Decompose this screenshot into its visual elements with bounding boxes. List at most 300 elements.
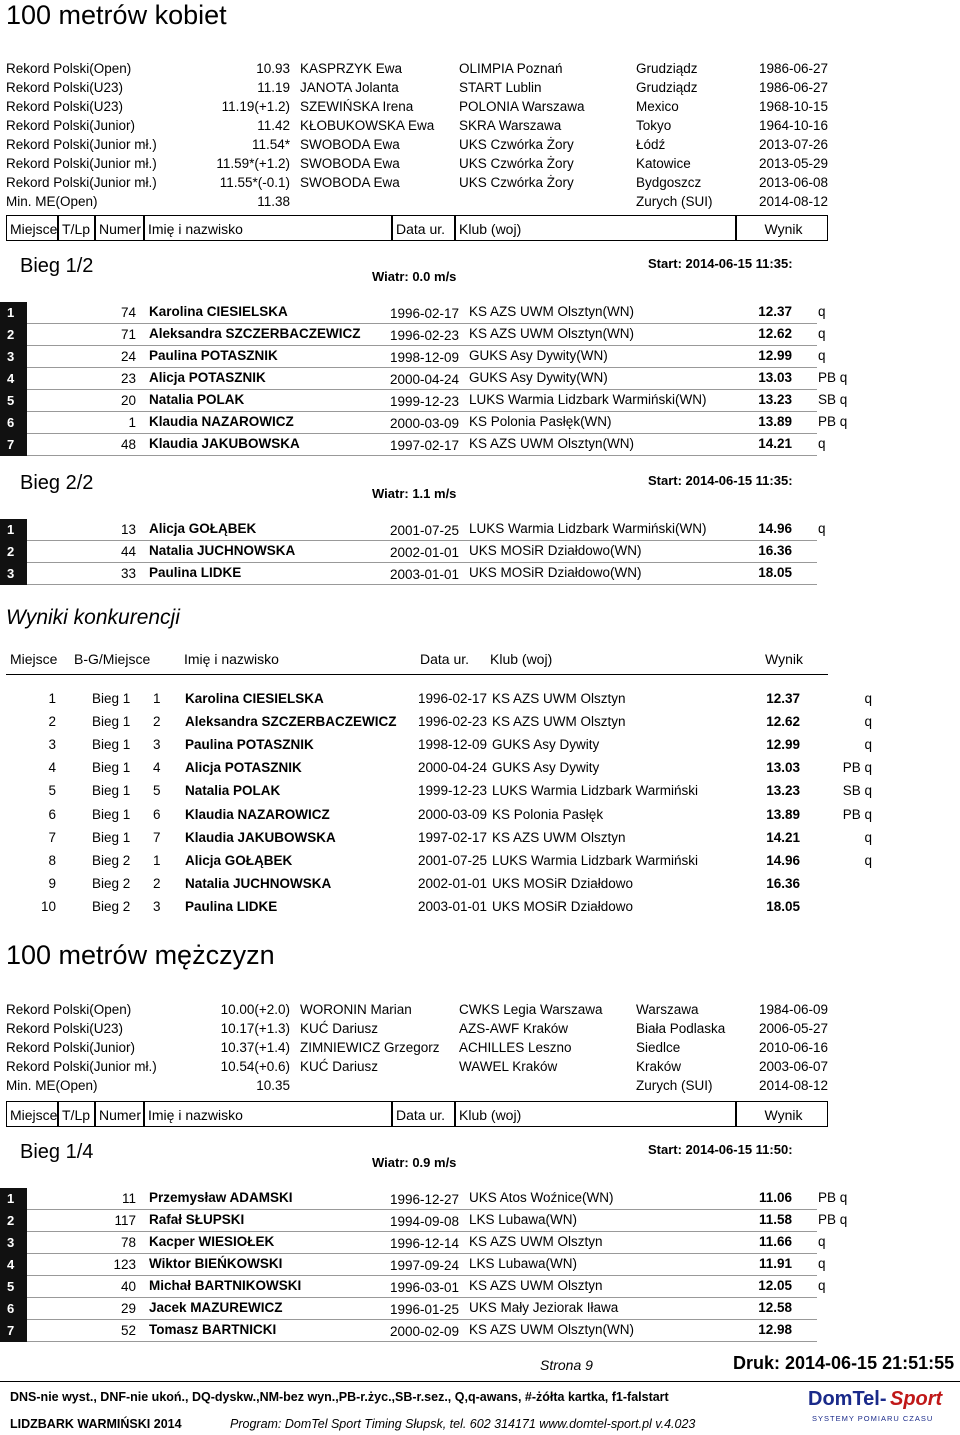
column-header-numer: Numer	[95, 1101, 144, 1127]
row-divider	[27, 1209, 817, 1210]
record-club: UKS Czwórka Żory	[459, 175, 574, 190]
club-name: KS AZS UWM Olsztyn(WN)	[469, 326, 634, 341]
club-name: KS AZS UWM Olsztyn	[469, 1278, 603, 1293]
record-place: Warszawa	[636, 1002, 699, 1017]
record-holder: SWOBODA Ewa	[300, 175, 400, 190]
record-date: 1964-10-16	[758, 118, 828, 133]
birth-date: 1996-02-23	[390, 328, 460, 343]
result-note: SB q	[818, 392, 848, 407]
record-label: Rekord Polski(Junior mł.)	[6, 175, 157, 190]
kon-heat-place: 7	[153, 829, 161, 845]
kon-athlete: Klaudia NAZAROWICZ	[185, 806, 330, 822]
kon-heat: Bieg 1	[92, 714, 131, 730]
footer-rule	[0, 1381, 960, 1382]
place-cell: 4	[0, 368, 27, 390]
column-header-miejsce: Miejsce	[6, 215, 58, 241]
kon-note: q	[864, 691, 872, 706]
bib-number: 48	[120, 437, 136, 452]
kon-header-bg: B-G/Miejsce	[74, 651, 151, 667]
kon-heat-place: 2	[153, 875, 161, 891]
record-place: Łódź	[636, 137, 666, 152]
kon-club: UKS MOSiR Działdowo	[492, 898, 634, 914]
heat-title: Bieg 2/2	[20, 472, 94, 494]
place-cell: 1	[0, 302, 27, 324]
row-divider	[27, 1253, 817, 1254]
column-header-imie: Imię i nazwisko	[144, 215, 392, 241]
record-holder: WORONIN Marian	[300, 1002, 412, 1017]
kon-header-miejsce: Miejsce	[10, 651, 58, 667]
kon-heat: Bieg 1	[92, 806, 131, 822]
kon-birth: 1998-12-09	[418, 737, 488, 753]
record-date: 2013-05-29	[758, 156, 828, 171]
kon-heat-place: 2	[153, 714, 161, 730]
record-place: Siedlce	[636, 1040, 681, 1055]
club-name: LUKS Warmia Lidzbark Warmiński(WN)	[469, 392, 707, 407]
record-label: Min. ME(Open)	[6, 194, 98, 209]
start-time: Start: 2014-06-15 11:35:	[648, 256, 793, 271]
kon-result: 16.36	[766, 875, 800, 891]
kon-athlete: Alicja POTASZNIK	[185, 760, 302, 776]
kon-heat-place: 3	[153, 737, 161, 753]
kon-place: 2	[48, 714, 56, 730]
birth-date: 1997-02-17	[390, 438, 460, 453]
kon-header-wynik: Wynik	[765, 651, 803, 667]
athlete-name: Karolina CIESIELSKA	[149, 304, 288, 319]
bib-number: 74	[120, 305, 136, 320]
row-divider	[27, 455, 817, 456]
athlete-name: Jacek MAZUREWICZ	[149, 1300, 283, 1315]
kon-result: 14.21	[766, 829, 800, 845]
record-date: 1968-10-15	[758, 99, 828, 114]
result-value: 11.58	[758, 1212, 792, 1227]
bib-number: 78	[120, 1235, 136, 1250]
wind-info: Wiatr: 0.0 m/s	[372, 269, 457, 284]
row-divider	[27, 1231, 817, 1232]
column-header-data: Data ur.	[392, 215, 455, 241]
record-label: Rekord Polski(Junior)	[6, 118, 136, 133]
kon-birth: 2002-01-01	[418, 875, 488, 891]
record-result: 11.38	[257, 194, 290, 209]
record-result: 10.00(+2.0)	[220, 1002, 290, 1017]
footer-location: LIDZBARK WARMIŃSKI 2014	[10, 1417, 182, 1431]
start-time: Start: 2014-06-15 11:50:	[648, 1142, 793, 1157]
record-date: 1986-06-27	[758, 61, 828, 76]
record-result: 10.93	[256, 61, 290, 76]
result-value: 11.66	[758, 1234, 792, 1249]
kon-athlete: Natalia POLAK	[185, 783, 281, 799]
kon-result: 14.96	[766, 852, 800, 868]
record-club: CWKS Legia Warszawa	[459, 1002, 603, 1017]
record-place: Biała Podlaska	[636, 1021, 726, 1036]
record-place: Katowice	[636, 156, 691, 171]
kon-place: 4	[48, 760, 56, 776]
club-name: KS AZS UWM Olsztyn	[469, 1234, 603, 1249]
club-name: KS AZS UWM Olsztyn(WN)	[469, 304, 634, 319]
result-value: 13.23	[758, 392, 792, 407]
record-place: Grudziądz	[636, 80, 698, 95]
column-header-tlp: T/Lp	[58, 215, 95, 241]
logo-text-domtel: DomTel-	[808, 1388, 887, 1410]
kon-place: 10	[40, 898, 56, 914]
footer-program: Program: DomTel Sport Timing Słupsk, tel. 602 314171 www.domtel-sport.pl v.4.023	[230, 1417, 696, 1431]
bib-number: 40	[120, 1279, 136, 1294]
result-note: PB q	[818, 414, 848, 429]
record-club: AZS-AWF Kraków	[459, 1021, 569, 1036]
kon-birth: 1996-02-17	[418, 691, 488, 706]
record-date: 2014-08-12	[758, 1078, 828, 1093]
athlete-name: Paulina POTASZNIK	[149, 348, 278, 363]
result-value: 14.96	[758, 521, 792, 536]
record-holder: KASPRZYK Ewa	[300, 61, 403, 76]
record-date: 1986-06-27	[758, 80, 828, 95]
record-date: 1984-06-09	[758, 1002, 828, 1017]
kon-heat: Bieg 1	[92, 760, 131, 776]
record-club: WAWEL Kraków	[459, 1059, 558, 1074]
kon-header-klub: Klub (woj)	[490, 651, 553, 667]
result-note: q	[818, 326, 826, 341]
record-result: 11.59*(+1.2)	[216, 156, 290, 171]
result-value: 18.05	[758, 565, 792, 580]
record-label: Rekord Polski(U23)	[6, 80, 124, 95]
place-cell: 6	[0, 412, 27, 434]
bib-number: 23	[120, 371, 136, 386]
row-divider	[27, 1319, 817, 1320]
kon-heat: Bieg 1	[92, 829, 131, 845]
record-label: Min. ME(Open)	[6, 1078, 98, 1093]
wind-info: Wiatr: 1.1 m/s	[372, 486, 457, 501]
record-place: Kraków	[636, 1059, 682, 1074]
record-holder: KŁOBUKOWSKA Ewa	[300, 118, 435, 133]
row-divider	[27, 1341, 817, 1342]
athlete-name: Rafał SŁUPSKI	[149, 1212, 245, 1227]
record-date: 2010-06-16	[758, 1040, 828, 1055]
birth-date: 1996-12-14	[390, 1236, 460, 1251]
kon-club: GUKS Asy Dywity	[492, 760, 600, 776]
record-result: 10.54(+0.6)	[220, 1059, 290, 1074]
result-value: 12.05	[758, 1278, 792, 1293]
kon-club: KS Polonia Pasłęk	[492, 806, 604, 822]
logo-subtitle: SYSTEMY POMIARU CZASU	[812, 1414, 934, 1423]
kon-athlete: Karolina CIESIELSKA	[185, 691, 324, 706]
record-club: OLIMPIA Poznań	[459, 61, 563, 76]
kon-heat-place: 1	[153, 691, 161, 706]
athlete-name: Klaudia NAZAROWICZ	[149, 414, 294, 429]
result-note: q	[818, 436, 826, 451]
kon-place: 1	[48, 691, 56, 706]
column-header-wynik: Wynik	[736, 1101, 828, 1127]
result-note: q	[818, 304, 826, 319]
result-note: q	[818, 1256, 826, 1271]
place-cell: 1	[0, 519, 27, 541]
birth-date: 2000-03-09	[390, 416, 460, 431]
birth-date: 1999-12-23	[390, 394, 460, 409]
birth-date: 1996-12-27	[390, 1192, 460, 1207]
result-note: q	[818, 348, 826, 363]
kon-note: q	[864, 829, 872, 845]
row-divider	[27, 411, 817, 412]
bib-number: 29	[120, 1301, 136, 1316]
kon-heat: Bieg 2	[92, 852, 131, 868]
row-divider	[27, 540, 817, 541]
record-place: Zurych (SUI)	[636, 194, 713, 209]
athlete-name: Wiktor BIEŃKOWSKI	[149, 1256, 283, 1271]
kon-result: 12.62	[766, 714, 800, 730]
record-club: UKS Czwórka Żory	[459, 156, 574, 171]
club-name: UKS MOSiR Działdowo(WN)	[469, 543, 642, 558]
club-name: GUKS Asy Dywity(WN)	[469, 348, 608, 363]
kon-club: UKS MOSiR Działdowo	[492, 875, 634, 891]
place-cell: 5	[0, 390, 27, 412]
column-header-tlp: T/Lp	[58, 1101, 95, 1127]
kon-birth: 2003-01-01	[418, 898, 488, 914]
result-value: 11.06	[758, 1190, 792, 1205]
kon-place: 7	[48, 829, 56, 845]
birth-date: 1996-02-17	[390, 306, 460, 321]
place-cell: 7	[0, 1320, 27, 1342]
kon-result: 13.89	[766, 806, 800, 822]
result-note: q	[818, 1234, 826, 1249]
kon-note: q	[864, 737, 872, 753]
row-divider	[27, 367, 817, 368]
row-divider	[27, 389, 817, 390]
place-cell: 2	[0, 541, 27, 563]
athlete-name: Tomasz BARTNICKI	[149, 1322, 277, 1337]
club-name: KS AZS UWM Olsztyn(WN)	[469, 436, 634, 451]
record-place: Zurych (SUI)	[636, 1078, 713, 1093]
column-header-data: Data ur.	[392, 1101, 455, 1127]
result-value: 14.21	[758, 436, 792, 451]
kon-birth: 1996-02-23	[418, 714, 488, 730]
record-holder: SZEWIŃSKA Irena	[300, 99, 414, 114]
record-label: Rekord Polski(U23)	[6, 99, 124, 114]
record-holder: SWOBODA Ewa	[300, 137, 400, 152]
column-header-klub: Klub (woj)	[455, 1101, 736, 1127]
record-result: 10.35	[256, 1078, 290, 1093]
result-value: 16.36	[758, 543, 792, 558]
kon-header-data: Data ur.	[420, 651, 470, 667]
bib-number: 13	[120, 522, 136, 537]
birth-date: 1996-03-01	[390, 1280, 460, 1295]
place-cell: 4	[0, 1254, 27, 1276]
record-label: Rekord Polski(Junior)	[6, 1040, 136, 1055]
place-cell: 3	[0, 346, 27, 368]
record-label: Rekord Polski(U23)	[6, 1021, 124, 1036]
record-club: ACHILLES Leszno	[459, 1040, 572, 1055]
kon-header-imie: Imię i nazwisko	[184, 651, 279, 667]
birth-date: 1996-01-25	[390, 1302, 460, 1317]
kon-club: KS AZS UWM Olsztyn	[492, 829, 626, 845]
record-holder: ZIMNIEWICZ Grzegorz	[300, 1040, 440, 1055]
kon-heat: Bieg 1	[92, 783, 131, 799]
column-header-miejsce: Miejsce	[6, 1101, 58, 1127]
kon-birth: 1999-12-23	[418, 783, 488, 799]
kon-athlete: Paulina LIDKE	[185, 898, 278, 914]
heat-title: Bieg 1/4	[20, 1141, 94, 1163]
kon-note: q	[864, 714, 872, 730]
kon-club: GUKS Asy Dywity	[492, 737, 600, 753]
kon-note: q	[864, 852, 872, 868]
kon-note: SB q	[842, 783, 872, 799]
place-cell: 2	[0, 324, 27, 346]
column-header-imie: Imię i nazwisko	[144, 1101, 392, 1127]
event-title-women: 100 metrów kobiet	[6, 0, 227, 30]
record-result: 11.42	[257, 118, 290, 133]
kon-note: PB q	[842, 760, 872, 776]
kon-heat: Bieg 1	[92, 691, 131, 706]
record-label: Rekord Polski(Open)	[6, 61, 132, 76]
athlete-name: Przemysław ADAMSKI	[149, 1190, 293, 1205]
bib-number: 44	[120, 544, 136, 559]
record-result: 10.37(+1.4)	[220, 1040, 290, 1055]
record-label: Rekord Polski(Open)	[6, 1002, 132, 1017]
athlete-name: Aleksandra SZCZERBACZEWICZ	[149, 326, 361, 341]
result-value: 12.58	[758, 1300, 792, 1315]
place-cell: 5	[0, 1276, 27, 1298]
club-name: UKS Atos Woźnice(WN)	[469, 1190, 614, 1205]
record-label: Rekord Polski(Junior mł.)	[6, 156, 157, 171]
kon-place: 8	[48, 852, 56, 868]
kon-club: LUKS Warmia Lidzbark Warmiński	[492, 852, 699, 868]
result-value: 12.98	[758, 1322, 792, 1337]
kon-birth: 2000-04-24	[418, 760, 488, 776]
place-cell: 3	[0, 563, 27, 585]
heat-title: Bieg 1/2	[20, 255, 94, 277]
row-divider	[27, 584, 817, 585]
birth-date: 2000-02-09	[390, 1324, 460, 1339]
record-label: Rekord Polski(Junior mł.)	[6, 1059, 157, 1074]
result-value: 12.37	[758, 304, 792, 319]
result-value: 13.03	[758, 370, 792, 385]
bib-number: 117	[114, 1213, 136, 1228]
kon-heat-place: 3	[153, 898, 161, 914]
column-header-klub: Klub (woj)	[455, 215, 736, 241]
kon-birth: 1997-02-17	[418, 829, 488, 845]
birth-date: 2002-01-01	[390, 545, 460, 560]
domtel-logo	[808, 1388, 958, 1432]
kon-birth: 2000-03-09	[418, 806, 488, 822]
kon-heat-place: 4	[153, 760, 161, 776]
bib-number: 11	[121, 1191, 136, 1206]
result-value: 11.91	[758, 1256, 792, 1271]
event-title-men: 100 metrów mężczyzn	[6, 940, 275, 970]
page-number: Strona 9	[540, 1357, 593, 1373]
bib-number: 33	[120, 566, 136, 581]
athlete-name: Paulina LIDKE	[149, 565, 242, 580]
kon-place: 3	[48, 737, 56, 753]
athlete-name: Michał BARTNIKOWSKI	[149, 1278, 302, 1293]
column-header-wynik: Wynik	[736, 215, 828, 241]
row-divider	[27, 433, 817, 434]
club-name: UKS MOSiR Działdowo(WN)	[469, 565, 642, 580]
birth-date: 2001-07-25	[390, 523, 460, 538]
print-timestamp: Druk: 2014-06-15 21:51:55	[733, 1353, 955, 1373]
result-value: 12.99	[758, 348, 792, 363]
bib-number: 52	[120, 1323, 136, 1338]
record-holder: KUĆ Dariusz	[300, 1021, 379, 1036]
bib-number: 20	[120, 393, 136, 408]
kon-note: PB q	[842, 806, 872, 822]
kon-heat: Bieg 1	[92, 737, 131, 753]
birth-date: 2003-01-01	[390, 567, 460, 582]
birth-date: 1998-12-09	[390, 350, 460, 365]
club-name: LKS Lubawa(WN)	[469, 1212, 578, 1227]
result-value: 12.62	[758, 326, 792, 341]
athlete-name: Natalia POLAK	[149, 392, 245, 407]
record-date: 2013-06-08	[758, 175, 828, 190]
kon-club: KS AZS UWM Olsztyn	[492, 714, 626, 730]
athlete-name: Alicja POTASZNIK	[149, 370, 266, 385]
place-cell: 2	[0, 1210, 27, 1232]
kon-club: LUKS Warmia Lidzbark Warmiński	[492, 783, 699, 799]
footer-legend: DNS-nie wyst., DNF-nie ukoń., DQ-dyskw.,NM-bez wyn.,PB-r.życ.,SB-r.sez., Q,q-awans, #-żółta kartka, f1-falstart	[10, 1390, 669, 1404]
record-club: POLONIA Warszawa	[459, 99, 585, 114]
birth-date: 2000-04-24	[390, 372, 460, 387]
row-divider	[27, 345, 817, 346]
result-note: PB q	[818, 1190, 848, 1205]
record-result: 10.17(+1.3)	[220, 1021, 290, 1036]
record-club: START Lublin	[459, 80, 542, 95]
club-name: KS Polonia Pasłęk(WN)	[469, 414, 612, 429]
athlete-name: Klaudia JAKUBOWSKA	[149, 436, 300, 451]
record-result: 11.19(+1.2)	[221, 99, 290, 114]
record-holder: SWOBODA Ewa	[300, 156, 400, 171]
kon-heat: Bieg 2	[92, 898, 131, 914]
kon-place: 6	[48, 806, 56, 822]
kon-athlete: Paulina POTASZNIK	[185, 737, 314, 753]
kon-result: 18.05	[766, 898, 800, 914]
bib-number: 1	[128, 415, 136, 430]
athlete-name: Alicja GOŁĄBEK	[149, 521, 257, 536]
bib-number: 71	[120, 327, 136, 342]
record-place: Grudziądz	[636, 61, 698, 76]
record-date: 2013-07-26	[758, 137, 828, 152]
kon-athlete: Natalia JUCHNOWSKA	[185, 875, 332, 891]
record-date: 2014-08-12	[758, 194, 828, 209]
record-club: SKRA Warszawa	[459, 118, 562, 133]
athlete-name: Natalia JUCHNOWSKA	[149, 543, 296, 558]
start-time: Start: 2014-06-15 11:35:	[648, 473, 793, 488]
kon-athlete: Aleksandra SZCZERBACZEWICZ	[185, 714, 397, 730]
bib-number: 123	[113, 1257, 136, 1272]
place-cell: 6	[0, 1298, 27, 1320]
kon-place: 9	[48, 875, 56, 891]
kon-header-line	[6, 674, 828, 675]
kon-result: 13.23	[766, 783, 800, 799]
column-header-numer: Numer	[95, 215, 144, 241]
result-value: 13.89	[758, 414, 792, 429]
kon-result: 12.37	[766, 691, 800, 706]
bib-number: 24	[120, 349, 136, 364]
birth-date: 1997-09-24	[390, 1258, 460, 1273]
kon-heat-place: 5	[153, 783, 161, 799]
place-cell: 1	[0, 1188, 27, 1210]
kon-athlete: Klaudia JAKUBOWSKA	[185, 829, 336, 845]
kon-birth: 2001-07-25	[418, 852, 488, 868]
club-name: UKS Mały Jeziorak Iława	[469, 1300, 619, 1315]
record-place: Tokyo	[636, 118, 672, 133]
athlete-name: Kacper WIESIOŁEK	[149, 1234, 275, 1249]
result-note: q	[818, 1278, 826, 1293]
place-cell: 3	[0, 1232, 27, 1254]
kon-result: 13.03	[766, 760, 800, 776]
club-name: KS AZS UWM Olsztyn(WN)	[469, 1322, 634, 1337]
club-name: LUKS Warmia Lidzbark Warmiński(WN)	[469, 521, 707, 536]
record-place: Bydgoszcz	[636, 175, 702, 190]
record-result: 11.19	[257, 80, 290, 95]
result-note: q	[818, 521, 826, 536]
record-holder: KUĆ Dariusz	[300, 1059, 379, 1074]
kon-heat-place: 1	[153, 852, 161, 868]
